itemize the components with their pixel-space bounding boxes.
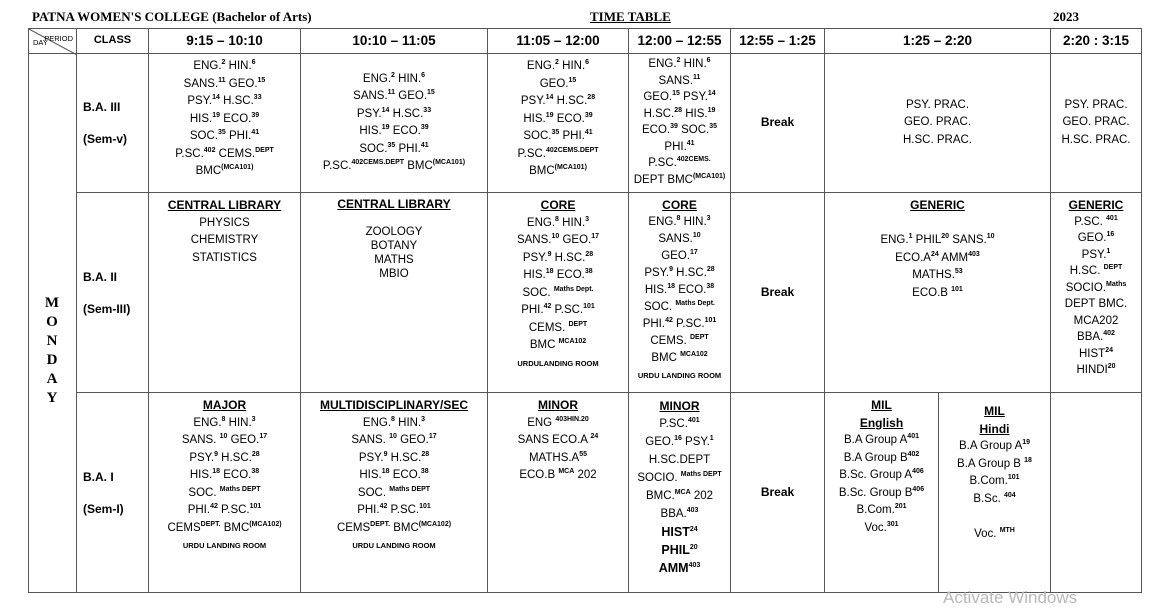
period-cell (149, 393, 301, 593)
timetable-title: TIME TABLE (590, 9, 671, 24)
cell-line: ENG.$^8$ HIN.$^3$ (648, 215, 711, 228)
cell-line: B.Com.$^{101}$ (969, 474, 1020, 487)
period-cell (149, 54, 301, 193)
cell-line: B.Sc. Group $B^{406}$ (838, 485, 925, 499)
cell-line: $MATHS.A^{55}$ (528, 450, 588, 464)
period-cell (1051, 54, 1142, 193)
cell-line: P.SC.$^{402}$ CEMS.$^{DEPT}$ (175, 146, 274, 160)
cell-line: P.SC.$^{402CEMS.}$ (648, 156, 711, 169)
cell-line: HIST$^{24}$ (1079, 346, 1113, 360)
cell-line: ENG.$^2$ HIN.$^6$ (648, 57, 711, 70)
cell-line: ENG.$^2$ HIN.$^6$ (526, 59, 590, 72)
cell-line: URDU LANDING ROOM (352, 541, 436, 550)
cell-line: BMC $^{MCA102}$ (651, 351, 708, 364)
period-cell (301, 193, 488, 393)
break-cell: Break (731, 193, 825, 393)
cell-line: HIS.$^{18}$ ECO.$^{38}$ (644, 283, 715, 296)
cell-line: P.SC.$^{401}$ (659, 417, 700, 430)
cell-line: SANS.$^{11}$ GEO.$^{15}$ (353, 89, 435, 102)
cell-line: SOCIO. $^{Maths DEPT}$ (637, 471, 722, 484)
cell-line: CHEMISTRY (190, 234, 259, 246)
cell-line: B.A Group $A^{19}$ (958, 439, 1031, 452)
cell-line: HIST$^{24}$ (661, 525, 698, 539)
period-cell (629, 54, 731, 193)
cell-line: PHI.$^{42}$ P.SC.$^{101}$ (642, 317, 717, 330)
cell-line: BMC.$^{MCA}$ 202 (645, 489, 714, 502)
cell-line: ENG.$^8$ HIN.$^3$ (526, 215, 590, 229)
section-heading: CORE (540, 198, 576, 212)
period-cell (488, 393, 629, 593)
cell-line: MBIO (379, 268, 409, 280)
section-heading: MIL (984, 404, 1005, 418)
cell-line: P.SC.$^{402CEMS.DEPT}$ (517, 146, 599, 160)
cell-line: ENG $^{403HIN.20}$ (527, 415, 589, 429)
cell-line: ENG.$^2$ HIN.$^6$ (193, 59, 256, 72)
class-cell: B.A. I (Sem-I) (77, 393, 149, 593)
day-cell-monday: M O N D A Y (29, 54, 77, 593)
cell-line: ECO.B $^{MCA}$ 202 (519, 468, 597, 481)
cell-line: $ECO.A^{24}$ AMM$^{403}$ (895, 250, 980, 264)
cell-line: GEO. PRAC. (1062, 116, 1130, 129)
break-cell: Break (731, 54, 825, 193)
cell-line: PSY.$^1$ (1081, 247, 1111, 261)
cell-line: GEO.$^{17}$ (661, 249, 698, 262)
cell-line: CEMS. $^{DEPT}$ (650, 334, 709, 347)
cell-line: HINDI$^{20}$ (1076, 363, 1116, 376)
period-cell (629, 393, 731, 593)
cell-line: SOCIO.$^{Maths}$ (1065, 280, 1127, 294)
class-header: CLASS (77, 29, 149, 54)
period-label: PERIOD (44, 34, 73, 43)
cell-line: SOC.$^{35}$ PHI.$^{41}$ (189, 129, 260, 142)
break-cell: Break (731, 393, 825, 593)
section-heading: MULTIDISCIPLINARY/SEC (319, 398, 468, 412)
cell-line: PHI.$^{42}$ P.SC.$^{101}$ (357, 503, 431, 516)
cell-line: SANS. $^{10}$ GEO.$^{17}$ (351, 433, 437, 446)
cell-line: STATISTICS (192, 251, 257, 264)
college-name: PATNA WOMEN'S COLLEGE (Bachelor of Arts) (32, 9, 312, 24)
cell-line: PHI.$^{42}$ P.SC.$^{101}$ (187, 503, 262, 516)
cell-line: $BMC^{(MCA101)}$ (529, 164, 587, 177)
cell-line: H.SC. PRAC. (1061, 133, 1131, 146)
section-heading: CENTRAL LIBRARY (337, 197, 451, 211)
cell-line: H.SC.DEPT (648, 454, 711, 466)
cell-line: SANS.$^{11}$ (658, 73, 701, 87)
cell-line: URDU LANDING ROOM (182, 541, 267, 550)
slot-header: 12:00 – 12:55 (629, 29, 731, 54)
cell-line: SOC. $^{Maths Dept.}$ (644, 300, 715, 313)
cell-line: PHYSICS (199, 216, 250, 229)
cell-line: SOC.$^{35}$ PHI.$^{41}$ (359, 141, 429, 155)
cell-line: PSY.$^{14}$ H.SC.$^{33}$ (187, 94, 262, 107)
cell-line: Voc.$^{301}$ (864, 520, 899, 534)
slot-header: 1:25 – 2:20 (825, 29, 1051, 54)
cell-line: SOC. $^{Maths Dept.}$ (522, 285, 594, 299)
cell-line: P.SC. $^{401}$ (1074, 214, 1118, 228)
cell-line: ECO.$^{39}$ SOC.$^{35}$ (641, 123, 718, 136)
slot-header: 12:55 – 1:25 (731, 29, 825, 54)
cell-line: MCA202 (1073, 314, 1119, 327)
slot-header: 2:20 : 3:15 (1051, 29, 1142, 54)
cell-line: ENG.$^2$ HIN.$^6$ (362, 71, 426, 85)
cell-line: PHIL$^{20}$ (661, 543, 698, 557)
cell-line: HIS.$^{18}$ ECO.$^{38}$ (189, 468, 260, 481)
cell-line: PSY.$^9$ H.SC.$^{28}$ (644, 266, 715, 279)
period-cell (825, 54, 1051, 193)
cell-line: HIS.$^{18}$ ECO.$^{38}$ (523, 268, 593, 281)
cell-line: SOC. $^{Maths DEPT}$ (357, 485, 431, 499)
cell-line: ENG.$^8$ HIN.$^3$ (362, 415, 426, 429)
cell-line: $CEMS^{DEPT.}$ $BMC^{(MCA102)}$ (336, 520, 452, 534)
period-day-corner (29, 29, 77, 54)
period-cell (939, 393, 1051, 593)
section-subheading: Hindi (979, 421, 1010, 436)
cell-line: BOTANY (370, 240, 418, 252)
cell-line: PHI.$^{41}$ (664, 139, 695, 153)
cell-line: Voc. $^{MTH}$ (974, 526, 1015, 540)
cell-line (941, 508, 1048, 526)
cell-line: SOC. $^{Maths DEPT}$ (188, 485, 261, 499)
slot-header: 11:05 – 12:00 (488, 29, 629, 54)
cell-line: B.Sc. Group $A^{406}$ (839, 468, 924, 481)
cell-line: ENG.$^8$ HIN.$^3$ (193, 415, 256, 429)
section-heading: CORE (662, 198, 697, 212)
slot-header: 10:10 – 11:05 (301, 29, 488, 54)
cell-line: H.SC. $^{DEPT}$ (1069, 264, 1123, 277)
cell-line: PSY.$^{14}$ H.SC.$^{28}$ (520, 94, 596, 107)
period-cell (488, 54, 629, 193)
cell-line: SOC.$^{35}$ PHI.$^{41}$ (523, 129, 593, 142)
cell-line: P.SC.$^{402CEMS.DEPT}$ $BMC^{(MCA101)}$ (322, 159, 466, 172)
cell-line: GEO. PRAC. (903, 116, 972, 129)
cell-line: HIS.$^{19}$ ECO.$^{39}$ (523, 111, 593, 125)
cell-line: $BMC^{(MCA101)}$ (195, 164, 254, 177)
cell-line: ENG.$^1$ PHIL$^{20}$ SANS.$^{10}$ (880, 233, 995, 246)
cell-line: SANS.$^{10}$ GEO.$^{17}$ (516, 233, 600, 246)
cell-line: URDULANDING ROOM (517, 358, 599, 368)
period-cell (301, 54, 488, 193)
period-cell (825, 193, 1051, 393)
cell-line: HIS.$^{18}$ ECO.$^{38}$ (359, 468, 429, 481)
class-cell: B.A. II (Sem-III) (77, 193, 149, 393)
cell-line: AMM$^{403}$ (658, 561, 701, 575)
cell-line: PSY.$^9$ H.SC.$^{28}$ (522, 250, 594, 264)
cell-line (827, 215, 1048, 233)
year: 2023 (1053, 9, 1079, 24)
period-cell (149, 193, 301, 393)
cell-line: SANS.$^{11}$ GEO.$^{15}$ (183, 76, 266, 90)
cell-line: GEO.$^{16}$ PSY.$^1$ (645, 435, 714, 448)
period-cell-empty (1051, 393, 1142, 593)
cell-line: GEO.$^{15}$ PSY.$^{14}$ (643, 90, 716, 103)
section-heading: MAJOR (202, 398, 247, 412)
cell-line: HIS.$^{19}$ ECO.$^{39}$ (359, 124, 429, 137)
cell-line: PSY.$^{14}$ H.SC.$^{33}$ (356, 106, 432, 120)
cell-line: $CEMS^{DEPT.}$ $BMC^{(MCA102)}$ (167, 520, 282, 534)
section-subheading: English (859, 415, 904, 430)
cell-line: B.A Group $A^{401}$ (844, 433, 919, 446)
day-label: DAY (33, 37, 48, 47)
cell-line: B.A Group $B^{402}$ (843, 450, 920, 464)
period-cell (1051, 193, 1142, 393)
section-heading: MINOR (659, 399, 700, 413)
cell-line: BMC $^{MCA102}$ (529, 338, 587, 351)
slot-header: 9:15 – 10:10 (149, 29, 301, 54)
cell-line: PSY.$^9$ H.SC.$^{28}$ (358, 450, 430, 464)
cell-line (303, 211, 485, 225)
cell-line: SANS ECO.A $^{24}$ (517, 433, 599, 446)
cell-line: B.A Group B $^{18}$ (957, 456, 1032, 470)
cell-line: H.SC. PRAC. (902, 133, 972, 146)
cell-line: H.SC.$^{28}$ HIS.$^{19}$ (643, 106, 716, 120)
cell-line: DEPT $BMC^{(MCA101)}$ (633, 172, 726, 186)
cell-line: MATHS.$^{53}$ (912, 268, 963, 281)
cell-line: GEO.$^{15}$ (539, 76, 577, 90)
cell-line: B.Com.$^{201}$ (856, 503, 907, 516)
section-heading: MIL (871, 398, 892, 412)
cell-line: PSY. PRAC. (1064, 98, 1128, 111)
period-cell (301, 393, 488, 593)
cell-line: URDU LANDING ROOM (637, 371, 722, 380)
cell-line: HIS.$^{19}$ ECO.$^{39}$ (189, 111, 260, 125)
section-heading: MINOR (538, 398, 578, 412)
period-cell (629, 193, 731, 393)
cell-line: CEMS. $^{DEPT}$ (528, 320, 588, 334)
cell-line: PSY.$^9$ H.SC.$^{28}$ (189, 450, 260, 464)
cell-line: ECO.B $^{101}$ (912, 285, 963, 299)
cell-line: MATHS (374, 254, 414, 266)
cell-line: ZOOLOGY (365, 226, 423, 238)
cell-line: PSY. PRAC. (905, 98, 970, 111)
class-cell: B.A. III (Sem-v) (77, 54, 149, 193)
cell-line: B.Sc. $^{404}$ (973, 491, 1016, 505)
cell-line: SANS. $^{10}$ GEO.$^{17}$ (181, 433, 268, 446)
cell-line: PHI.$^{42}$ P.SC.$^{101}$ (521, 303, 595, 316)
timetable (28, 28, 1142, 593)
period-cell (825, 393, 939, 593)
section-heading: GENERIC (910, 198, 965, 212)
cell-line: BBA.$^{403}$ (660, 507, 699, 520)
section-heading: CENTRAL LIBRARY (167, 198, 282, 212)
cell-line: DEPT BMC. (1064, 298, 1128, 310)
period-cell (488, 193, 629, 393)
cell-line: GEO.$^{16}$ (1077, 231, 1115, 244)
activate-windows-watermark: Activate Windows (943, 588, 1078, 607)
cell-line: SANS.$^{10}$ (658, 232, 701, 245)
cell-line: BBA.$^{402}$ (1077, 330, 1115, 343)
section-heading: GENERIC (1068, 198, 1124, 212)
